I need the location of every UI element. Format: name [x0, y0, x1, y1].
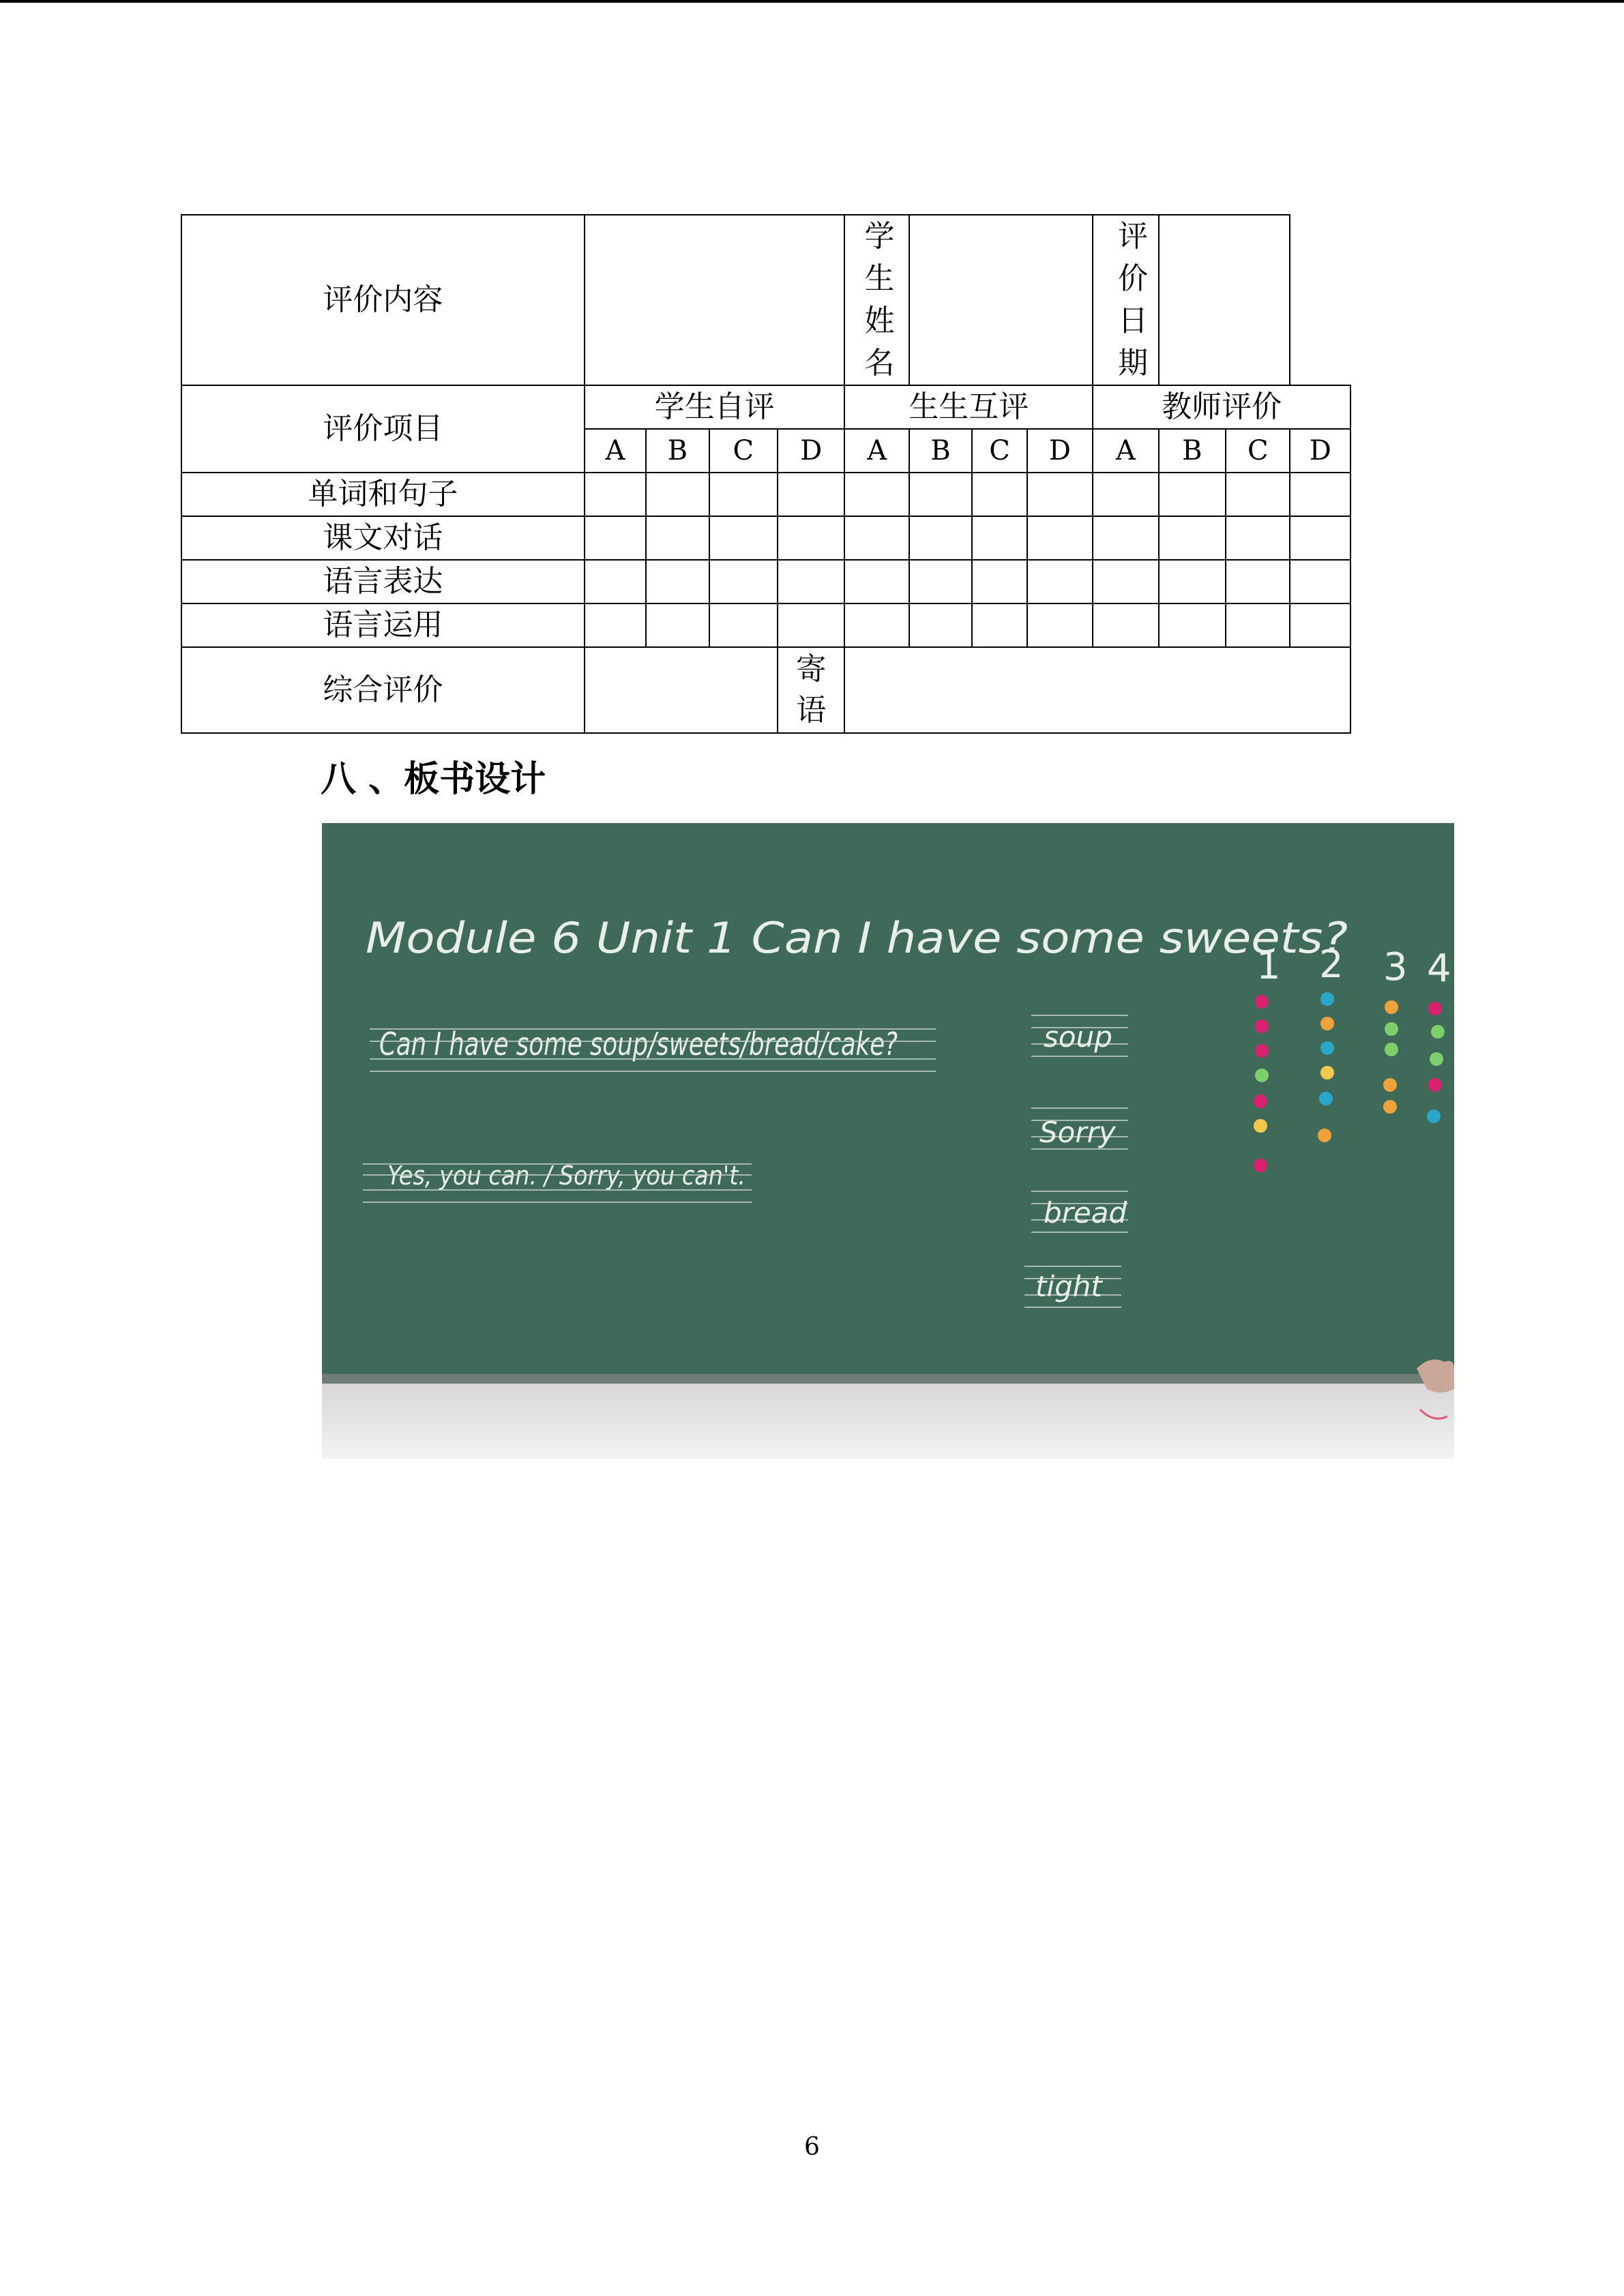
grade-label: A: [585, 429, 646, 473]
magnet: [1255, 995, 1269, 1009]
grade-cell: [844, 603, 909, 647]
grade-cell: [909, 560, 972, 603]
grade-cell: [1093, 560, 1158, 603]
grade-label: C: [709, 429, 778, 473]
row-label: 课文对话: [181, 516, 585, 560]
board-surface: [322, 823, 1454, 1381]
grade-label: B: [646, 429, 709, 473]
vocab-word: Sorry: [1039, 1116, 1116, 1149]
grade-cell: [844, 473, 909, 516]
magnet: [1385, 1043, 1398, 1056]
grade-cell: [1290, 603, 1350, 647]
table-row: [181, 473, 1350, 516]
grade-cell: [1027, 560, 1093, 603]
grade-label: B: [1159, 429, 1226, 473]
team-number: 1: [1256, 944, 1281, 988]
chalk-tray: [322, 1374, 1454, 1384]
magnet: [1254, 1094, 1267, 1108]
page-top-border: [0, 0, 1624, 3]
group-teacher-label: 教师评价: [1093, 385, 1350, 429]
grade-cell: [778, 560, 844, 603]
grade-cell: [1226, 603, 1290, 647]
grade-cell: [1093, 473, 1158, 516]
board-answer: Yes, you can. / Sorry, you can't.: [387, 1161, 745, 1191]
grade-cell: [646, 603, 709, 647]
magnet: [1255, 1044, 1269, 1058]
grade-cell: [778, 473, 844, 516]
team-number: 2: [1319, 942, 1344, 987]
board-question: Can I have some soup/sweets/bread/cake?: [379, 1026, 898, 1062]
grade-cell: [1290, 473, 1350, 516]
team-number: 4: [1427, 946, 1451, 991]
magnet: [1319, 1092, 1333, 1105]
grade-cell: [972, 516, 1027, 560]
table-row: [181, 603, 1350, 647]
grade-cell: [909, 473, 972, 516]
magnet: [1428, 1002, 1442, 1015]
grade-cell: [1093, 603, 1158, 647]
magnet: [1385, 1000, 1398, 1014]
grade-cell: [909, 516, 972, 560]
grade-cell: [1226, 560, 1290, 603]
grade-cell: [972, 603, 1027, 647]
message-label: 寄语: [778, 647, 844, 733]
grade-cell: [844, 516, 909, 560]
magnet: [1255, 1069, 1269, 1082]
grade-cell: [1159, 516, 1226, 560]
overall-cell: [585, 647, 778, 733]
grade-cell: [1226, 516, 1290, 560]
grade-cell: [1159, 560, 1226, 603]
group-peer-label: 生生互评: [844, 385, 1093, 429]
grade-label: D: [778, 429, 844, 473]
grade-cell: [972, 473, 1027, 516]
grade-cell: [778, 516, 844, 560]
magnet: [1320, 992, 1334, 1006]
grade-cell: [1290, 560, 1350, 603]
magnet: [1383, 1100, 1397, 1114]
content-value-cell: [585, 215, 845, 385]
student-name-label: 学生姓名: [844, 215, 909, 385]
board-title: Module 6 Unit 1 Can I have some sweets?: [366, 913, 1348, 963]
grade-cell: [778, 603, 844, 647]
grade-cell: [909, 603, 972, 647]
grade-cell: [585, 473, 646, 516]
magnet: [1255, 1019, 1269, 1033]
grade-label: D: [1027, 429, 1093, 473]
grade-label: A: [844, 429, 909, 473]
grade-cell: [1226, 473, 1290, 516]
grade-label: C: [972, 429, 1027, 473]
grade-cell: [844, 560, 909, 603]
grade-cell: [1159, 603, 1226, 647]
magnet: [1320, 1041, 1334, 1055]
grade-label: C: [1226, 429, 1290, 473]
grade-cell: [1027, 516, 1093, 560]
row-label: 语言表达: [181, 560, 585, 603]
magnet: [1254, 1159, 1267, 1172]
team-number: 3: [1383, 945, 1408, 989]
magnet: [1430, 1052, 1443, 1066]
grade-cell: [709, 603, 778, 647]
magnet: [1383, 1078, 1397, 1092]
student-name-cell: [909, 215, 1093, 385]
grade-label: D: [1290, 429, 1350, 473]
overall-label: 综合评价: [181, 647, 585, 733]
item-label: 评价项目: [181, 385, 585, 473]
grade-cell: [646, 473, 709, 516]
grade-cell: [1093, 516, 1158, 560]
grade-label: A: [1093, 429, 1158, 473]
grade-cell: [585, 560, 646, 603]
date-label: 评价日期: [1093, 215, 1158, 385]
grade-cell: [585, 603, 646, 647]
magnet: [1427, 1109, 1441, 1123]
table-row: [181, 560, 1350, 603]
magnet: [1254, 1119, 1267, 1133]
section-heading: 八 、板书设计: [321, 759, 546, 800]
vocab-word: bread: [1044, 1196, 1127, 1229]
grade-cell: [972, 560, 1027, 603]
blackboard-photo: [322, 823, 1454, 1459]
date-cell: [1159, 215, 1290, 385]
grade-cell: [585, 516, 646, 560]
grade-label: B: [909, 429, 972, 473]
grade-cell: [1159, 473, 1226, 516]
magnet: [1320, 1066, 1334, 1079]
grade-cell: [1290, 516, 1350, 560]
magnet: [1318, 1129, 1331, 1142]
evaluation-table: [181, 214, 1351, 734]
group-self-label: 学生自评: [585, 385, 845, 429]
magnet: [1320, 1017, 1334, 1030]
grade-cell: [646, 516, 709, 560]
table-row-groups: [181, 385, 1350, 429]
magnet: [1428, 1078, 1442, 1092]
table-row-header-info: [181, 215, 1350, 385]
grade-cell: [1027, 603, 1093, 647]
table-row-overall: [181, 647, 1350, 733]
vocab-word: soup: [1044, 1020, 1112, 1054]
page-number: 6: [804, 2133, 820, 2161]
message-cell: [844, 647, 1350, 733]
magnet: [1385, 1022, 1398, 1036]
row-label: 单词和句子: [181, 473, 585, 516]
grade-cell: [1027, 473, 1093, 516]
table-row: [181, 516, 1350, 560]
grade-cell: [709, 516, 778, 560]
row-label: 语言运用: [181, 603, 585, 647]
vocab-word: tight: [1035, 1270, 1102, 1303]
grade-cell: [709, 560, 778, 603]
grade-cell: [709, 473, 778, 516]
grade-cell: [646, 560, 709, 603]
content-label: 评价内容: [181, 215, 585, 385]
wall-below-board: [322, 1384, 1454, 1459]
blackboard-drawing: [322, 823, 1454, 1459]
magnet: [1431, 1025, 1445, 1039]
